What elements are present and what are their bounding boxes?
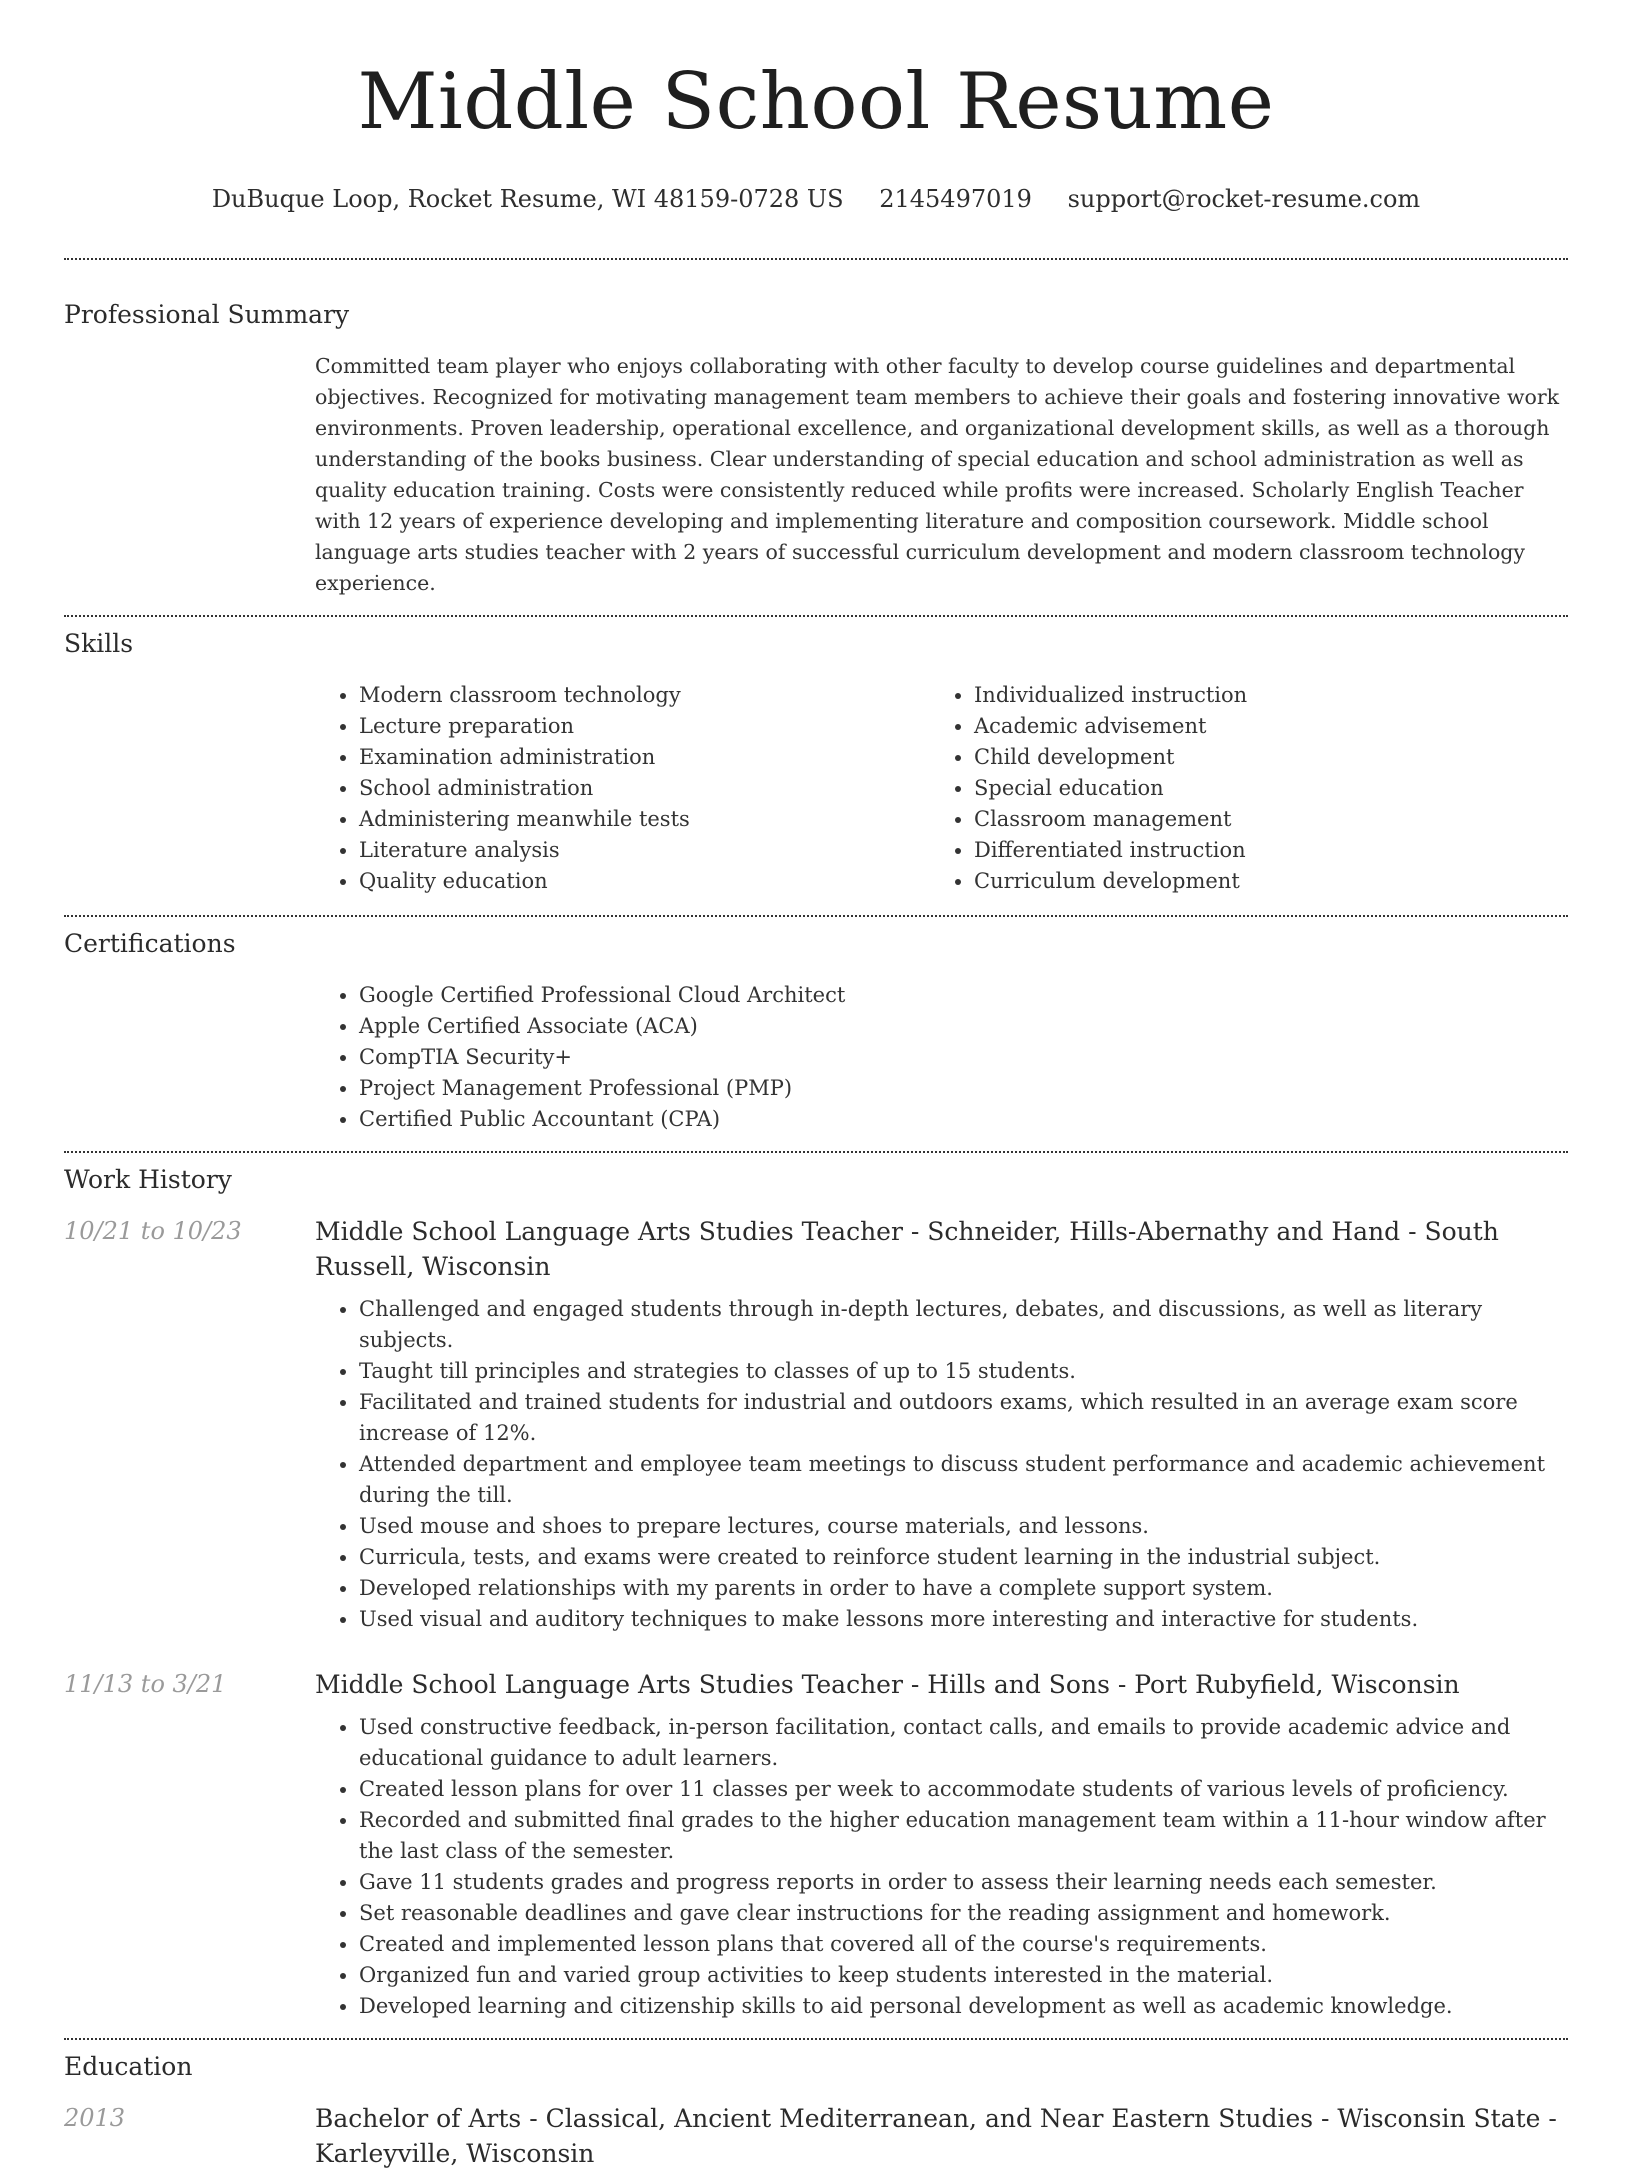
job-bullet: • Set reasonable deadlines and gave clear instructions for the reading assignment and homework.: [359, 1898, 1568, 1929]
section-title-skills: Skills: [64, 629, 134, 658]
skills-section: [64, 617, 1568, 897]
job-bullet: • Created and implemented lesson plans that covered all of the course's requirements.: [359, 1929, 1568, 1960]
job-title: Middle School Language Arts Studies Teacher - Hills and Sons - Port Rubyfield, Wisconsin: [315, 1670, 1460, 1699]
skill-item: • School administration: [359, 773, 930, 804]
skill-item: • Classroom management: [974, 804, 1545, 835]
skill-item: • Examination administration: [359, 742, 930, 773]
summary-section: [64, 260, 1568, 599]
job-bullet: • Recorded and submitted final grades to the higher education management team within a 11-hour window after the last class of the semester.: [359, 1805, 1568, 1867]
job-dates: 10/21 to 10/23: [64, 1217, 242, 1245]
section-title-summary: Professional Summary: [64, 300, 350, 329]
job-title: Middle School Language Arts Studies Teacher - Schneider, Hills-Abernathy and Hand - South Russell, Wisconsin: [315, 1217, 1499, 1281]
contact-phone: 2145497019: [879, 185, 1032, 213]
section-title-education: Education: [64, 2052, 193, 2081]
job-bullet: • Gave 11 students grades and progress reports in order to assess their learning needs each semester.: [359, 1867, 1568, 1898]
education-entry: [64, 2101, 1568, 2181]
certifications-section: [64, 917, 1568, 1135]
skill-item: • Differentiated instruction: [974, 835, 1545, 866]
skill-item: • Modern classroom technology: [359, 680, 930, 711]
contact-address: DuBuque Loop, Rocket Resume, WI 48159-0728 US: [211, 185, 844, 213]
job-bullet: • Developed learning and citizenship skills to aid personal development as well as academic knowledge.: [359, 1991, 1568, 2022]
job-bullet: • Created lesson plans for over 11 classes per week to accommodate students of various levels of proficiency.: [359, 1774, 1568, 1805]
job-bullet: • Curricula, tests, and exams were created to reinforce student learning in the industrial subject.: [359, 1542, 1568, 1573]
skill-item: • Quality education: [359, 866, 930, 897]
job-bullet: • Organized fun and varied group activities to keep students interested in the material.: [359, 1960, 1568, 1991]
job-bullet: • Attended department and employee team meetings to discuss student performance and academic achievement during the till.: [359, 1449, 1568, 1511]
skill-item: • Child development: [974, 742, 1545, 773]
skill-item: • Individualized instruction: [974, 680, 1545, 711]
skill-item: • Academic advisement: [974, 711, 1545, 742]
job-dates: 11/13 to 3/21: [64, 1670, 227, 1698]
skill-item: • Curriculum development: [974, 866, 1545, 897]
certification-item: • Google Certified Professional Cloud Architect: [359, 980, 1568, 1011]
certification-item: • Certified Public Accountant (CPA): [359, 1104, 1568, 1135]
job-bullet: • Developed relationships with my parents in order to have a complete support system.: [359, 1573, 1568, 1604]
section-title-work-history: Work History: [64, 1165, 232, 1194]
job-entry: [64, 1214, 1568, 1635]
job-bullet: • Challenged and engaged students through in-depth lectures, debates, and discussions, as well as literary subjects.: [359, 1294, 1568, 1356]
page-title: Middle School Resume: [357, 57, 1275, 147]
job-bullets: [315, 1294, 1568, 1635]
skills-list-right: [930, 680, 1545, 897]
section-title-certifications: Certifications: [64, 929, 236, 958]
job-entry: [64, 1667, 1568, 2022]
education-section: [64, 2040, 1568, 2181]
job-bullet: • Taught till principles and strategies to classes of up to 15 students.: [359, 1356, 1568, 1387]
skills-list-left: [315, 680, 930, 897]
contact-line: [64, 184, 1568, 214]
certifications-list: [315, 980, 1568, 1135]
skill-item: • Administering meanwhile tests: [359, 804, 930, 835]
contact-email: support@rocket-resume.com: [1067, 185, 1421, 213]
education-date: 2013: [64, 2104, 126, 2132]
skill-item: • Literature analysis: [359, 835, 930, 866]
summary-text: Committed team player who enjoys collaborating with other faculty to develop course guidelines and departmental objectives. Recognized for motivating management team members to achieve their goals and fostering innovative work environments. Proven leadership, operational excellence, and organizational development skills, as well as a thorough understanding of the books business. Clear understanding of special education and school administration as well as quality education training. Costs were consistently reduced while profits were increased. Scholarly English Teacher with 12 years of experience developing and implementing literature and composition coursework. Middle school language arts studies teacher with 2 years of successful curriculum development and modern classroom technology experience.: [315, 354, 1560, 595]
certification-item: • CompTIA Security+: [359, 1042, 1568, 1073]
education-title: Bachelor of Arts - Classical, Ancient Mediterranean, and Near Eastern Studies - Wisconsin State - Karleyville, Wisconsin: [315, 2104, 1557, 2168]
skill-item: • Lecture preparation: [359, 711, 930, 742]
job-bullet: • Used visual and auditory techniques to make lessons more interesting and interactive for students.: [359, 1604, 1568, 1635]
skill-item: • Special education: [974, 773, 1545, 804]
certification-item: • Apple Certified Associate (ACA): [359, 1011, 1568, 1042]
job-bullet: • Facilitated and trained students for industrial and outdoors exams, which resulted in an average exam score increase of 12%.: [359, 1387, 1568, 1449]
resume-page: [64, 0, 1568, 2181]
certification-item: • Project Management Professional (PMP): [359, 1073, 1568, 1104]
job-bullets: [315, 1712, 1568, 2022]
job-bullet: • Used constructive feedback, in-person facilitation, contact calls, and emails to provide academic advice and educational guidance to adult learners.: [359, 1712, 1568, 1774]
work-history-section: [64, 1153, 1568, 2022]
job-bullet: • Used mouse and shoes to prepare lectures, course materials, and lessons.: [359, 1511, 1568, 1542]
